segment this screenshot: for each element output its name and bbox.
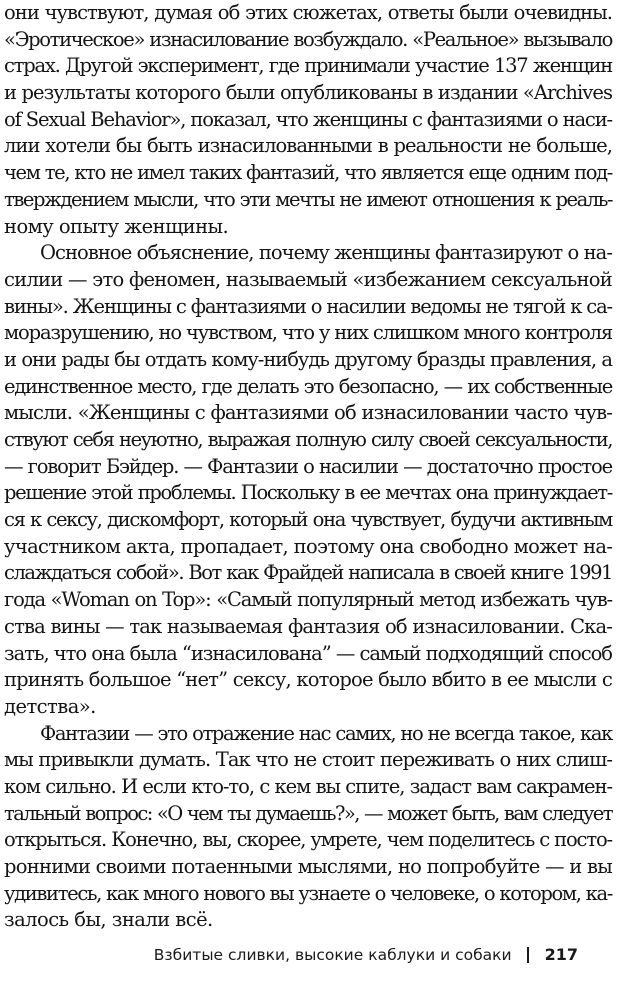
page-footer — [154, 945, 578, 964]
footer-divider — [527, 947, 529, 963]
text-line: мысли. «Женщины с фантазиями об изнасиловании часто чув- — [4, 401, 612, 425]
text-line: детства». — [4, 694, 96, 718]
text-line: мы привыкли думать. Так что не стоит переживать о них слиш- — [4, 748, 612, 772]
text-line: ствуют себя неуютно, выражая полную силу своей сексуальности, — [4, 428, 612, 451]
page-number: 217 — [544, 945, 578, 964]
text-line: лии хотели бы быть изнасилованными в реальности не больше, — [4, 134, 612, 158]
text-line: чем те, кто не имел таких фантазий, что является еще одним под- — [4, 161, 612, 185]
text-line: страх. Другой эксперимент, где принимали участие 137 женщин — [4, 54, 612, 78]
text-line: единственное место, где делать это безопасно, — их собственные — [4, 374, 612, 398]
text-line: of Sexual Behavior», показал, что женщины с фантазиями о наси- — [4, 107, 612, 131]
text-line: и они рады бы отдать кому-нибудь другому бразды правления, а — [4, 347, 612, 371]
text-line: ства вины — так называемая фантазия об изнасиловании. Ска- — [4, 614, 612, 638]
text-line: ронними своими потаенными мыслями, но попробуйте — и вы — [4, 855, 612, 878]
body-text — [4, 0, 612, 934]
text-line: ся к сексу, дискомфорт, который она чувствует, будучи активным — [4, 508, 612, 532]
text-line: принять большое “нет” сексу, которое было вбито в ее мысли с — [4, 668, 612, 692]
text-line: Фантазии — это отражение нас самих, но не всегда такое, как — [40, 721, 612, 745]
text-line: открыться. Конечно, вы, скорее, умрете, чем поделитесь с посто- — [4, 828, 612, 852]
text-line: решение этой проблемы. Поскольку в ее мечтах она принуждает- — [4, 481, 612, 505]
text-line: участником акта, пропадает, поэтому она свободно может на- — [4, 534, 613, 558]
text-line: силии — это феномен, называемый «избежанием сексуальной — [4, 267, 612, 291]
text-line: и результаты которого были опубликованы в издании «Archives — [4, 81, 612, 105]
text-line: они чувствуют, думая об этих сюжетах, ответы были очевидны. — [4, 1, 612, 24]
text-line: ком сильно. И если кто-то, с кем вы спите, задаст вам сакрамен- — [4, 774, 612, 798]
text-line: зать, что она была “изнасилована” — самый подходящий способ — [4, 641, 612, 665]
text-line: удивитесь, как много нового вы узнаете о человеке, о котором, ка- — [4, 881, 612, 905]
text-line: тальный вопрос: «О чем ты думаешь?», — может быть, вам следует — [4, 801, 612, 825]
paragraph — [4, 240, 612, 720]
text-line: года «Woman on Top»: «Самый популярный метод избежать чув- — [4, 588, 612, 612]
text-line: моразрушению, но чувством, что у них слишком много контроля — [4, 321, 612, 345]
text-line: ному опыту женщины. — [4, 214, 229, 238]
paragraph — [4, 721, 612, 935]
text-line: «Эротическое» изнасилование возбуждало. «Реальное» вызывало — [4, 27, 612, 51]
text-line: залось бы, знали всё. — [4, 908, 213, 932]
text-line: — говорит Бэйдер. — Фантазии о насилии — достаточно простое — [4, 454, 612, 478]
text-line: слаждаться собой». Вот как Фрайдей написала в своей книге 1991 — [4, 561, 612, 585]
text-line: тверждением мысли, что эти мечты не имеют отношения к реаль- — [4, 187, 612, 211]
running-title: Взбитые сливки, высокие каблуки и собаки — [153, 945, 512, 964]
text-line: Основное объяснение, почему женщины фантазируют о на- — [40, 241, 612, 265]
text-line: вины». Женщины с фантазиями о насилии ведомы не тягой к са- — [4, 294, 612, 318]
paragraph — [4, 0, 612, 240]
